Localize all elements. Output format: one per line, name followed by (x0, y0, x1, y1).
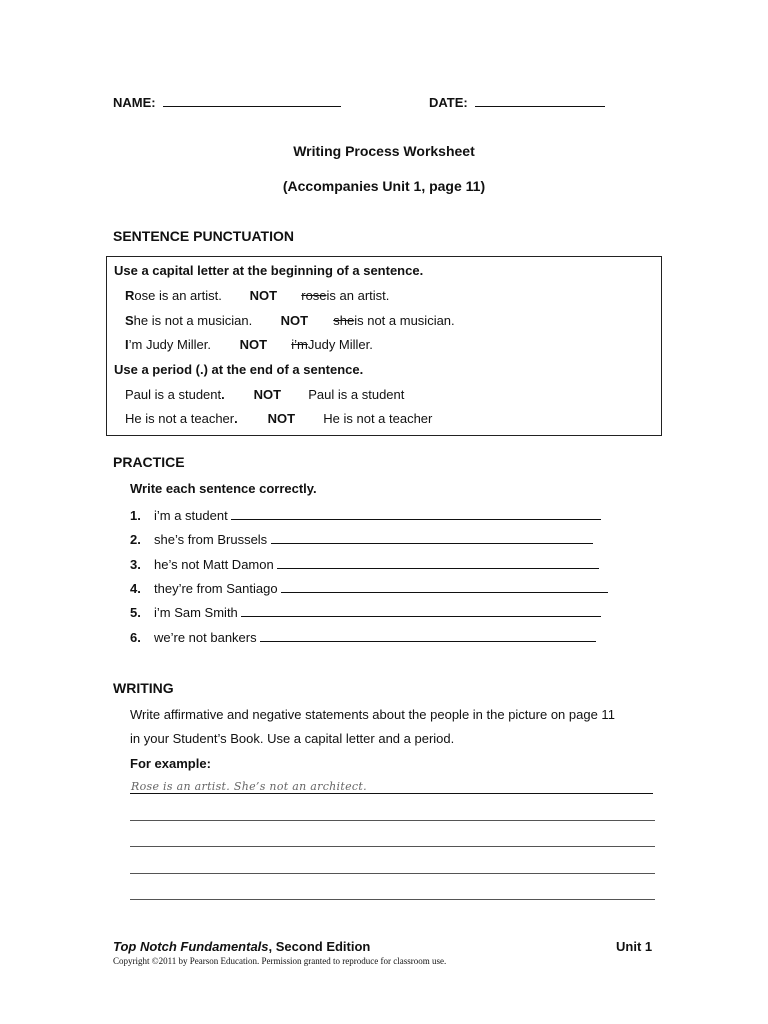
writing-instruction-line1: Write affirmative and negative statements about the people in the picture on page 11 (130, 707, 615, 722)
book-title: Top Notch Fundamentals (113, 939, 269, 954)
rule-period: Use a period (.) at the end of a sentence. (114, 362, 364, 377)
footer-book-title (113, 939, 370, 954)
book-edition: , Second Edition (268, 939, 371, 954)
answer-line[interactable] (271, 530, 593, 544)
practice-item: 5. i’m Sam Smith (130, 603, 601, 620)
not-label: NOT (239, 337, 268, 352)
example-row: Rose is an artist. NOT roseis an artist. (125, 288, 390, 303)
rule-capital: Use a capital letter at the beginning of a sentence. (114, 263, 424, 278)
answer-line[interactable] (241, 603, 601, 617)
name-label: NAME: (113, 95, 156, 110)
name-field-label (113, 93, 341, 110)
writing-line[interactable] (130, 873, 655, 874)
example-row: I’m Judy Miller. NOT i’mJudy Miller. (125, 337, 373, 352)
example-row: Paul is a student. NOT Paul is a student (125, 387, 405, 402)
not-label: NOT (253, 387, 282, 402)
writing-line[interactable] (130, 846, 655, 847)
practice-instruction: Write each sentence correctly. (130, 481, 317, 496)
example-label: For example: (130, 756, 211, 771)
not-label: NOT (249, 288, 278, 303)
example-sentence: Rose is an artist. She’s not an architect. (131, 780, 367, 793)
date-field-label (429, 93, 605, 110)
answer-line[interactable] (260, 628, 596, 642)
answer-line[interactable] (281, 579, 608, 593)
practice-item: 3. he’s not Matt Damon (130, 555, 599, 572)
writing-line[interactable] (130, 820, 655, 821)
not-label: NOT (267, 411, 296, 426)
section-heading-writing: WRITING (113, 680, 174, 696)
punctuation-rules-box (106, 256, 662, 436)
example-row: He is not a teacher. NOT He is not a teacher (125, 411, 433, 426)
copyright-notice: Copyright ©2011 by Pearson Education. Permission granted to reproduce for classroom use. (113, 956, 447, 966)
section-heading-punctuation: SENTENCE PUNCTUATION (113, 228, 294, 244)
practice-item: 2. she’s from Brussels (130, 530, 593, 547)
not-label: NOT (280, 313, 309, 328)
worksheet-title: Writing Process Worksheet (293, 143, 475, 159)
worksheet-subtitle: (Accompanies Unit 1, page 11) (282, 178, 486, 194)
example-row: She is not a musician. NOT sheis not a musician. (125, 313, 455, 328)
date-label: DATE: (429, 95, 468, 110)
date-blank[interactable] (475, 93, 605, 107)
practice-item: 4. they’re from Santiago (130, 579, 608, 596)
answer-line[interactable] (231, 506, 601, 520)
footer-unit: Unit 1 (616, 939, 653, 954)
practice-item: 1. i’m a student (130, 506, 601, 523)
answer-line[interactable] (277, 555, 599, 569)
writing-instruction-line2: in your Student’s Book. Use a capital letter and a period. (130, 731, 455, 746)
practice-item: 6. we’re not bankers (130, 628, 596, 645)
writing-line[interactable] (130, 899, 655, 900)
section-heading-practice: PRACTICE (113, 454, 185, 470)
example-writing-line (130, 793, 653, 794)
name-blank[interactable] (163, 93, 341, 107)
